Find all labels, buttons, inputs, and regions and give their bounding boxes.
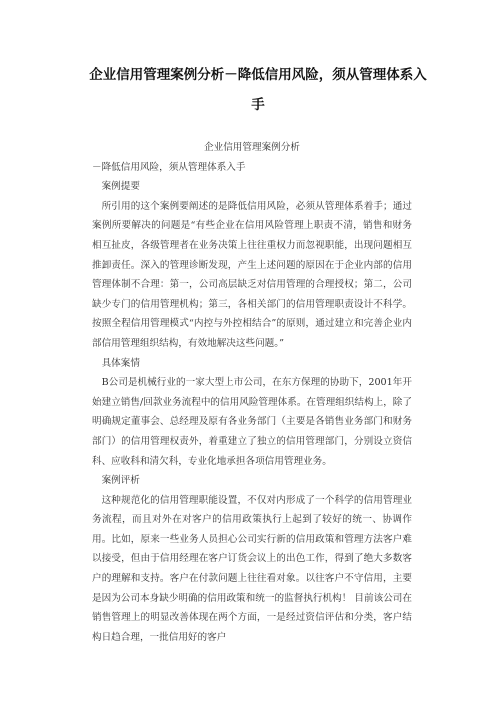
document-title: 企业信用管理案例分析－降低信用风险，须从管理体系入手 (89, 67, 427, 113)
paragraph-summary: 所引用的这个案例要阐述的是降低信用风险，必须从管理体系着手；通过案例所要解决的问题是“有些企业在信用风险管理上职责不清，销售和财务相互扯皮，各级管理者在业务决策上往往重权力而忽视职能，出现问题相互推卸责任。深入的管理诊断发现，产生上述问题的原因在于企业内部的信用管理体制不合理：第一，公司高层缺乏对信用管理的合理授权；第二，公司缺少专门的信用管理机构；第三，各相关部门的信用管理职责设计不科学。 按照全程信用管理模式“内控与外控相结合”的原则，通过建立和完善企业内部信用管理组织结构，有效地解决这些问题。” (92, 200, 412, 349)
paragraph-details: B公司是机械行业的一家大型上市公司，在东方保理的协助下，2001年开始建立销售/回款业务流程中的信用风险管理体系。在管理组织结构上，除了明确规定董事会、总经理及原有各业务部门（主要是各销售业务部门和财务部门）的信用管理权责外，着重建立了独立的信用管理部门，分别设立资信科、应收科和清欠科，专业化地承担各项信用管理业务。 (92, 377, 412, 467)
paragraph-analysis: 这种规范化的信用管理职能设置，不仅对内形成了一个科学的信用管理业务流程，而且对外在对客户的信用政策执行上起到了较好的统一、协调作用。比如，原来一些业务人员担心公司实行新的信用政策和管理方法客户难以接受，但由于信用经理在客户订货会议上的出色工作，得到了绝大多数客户的理解和支持。客户在付款问题上往往看对象。以往客户不守信用，主要是因为公司本身缺少明确的信用政策和统一的监督执行机构！ 目前该公司在销售管理上的明显改善体现在两个方面，一是经过资信评估和分类，客户结构日趋合理，一批信用好的客户 (92, 494, 412, 643)
section-heading-analysis: 案例评析 (101, 475, 140, 487)
subtitle: 企业信用管理案例分析 (204, 142, 300, 153)
section-heading-details: 具体案情 (101, 357, 140, 369)
section-heading-summary: 案例提要 (101, 181, 140, 193)
document-body (92, 138, 412, 647)
subtitle-line2: －降低信用风险，须从管理体系入手 (92, 161, 246, 173)
